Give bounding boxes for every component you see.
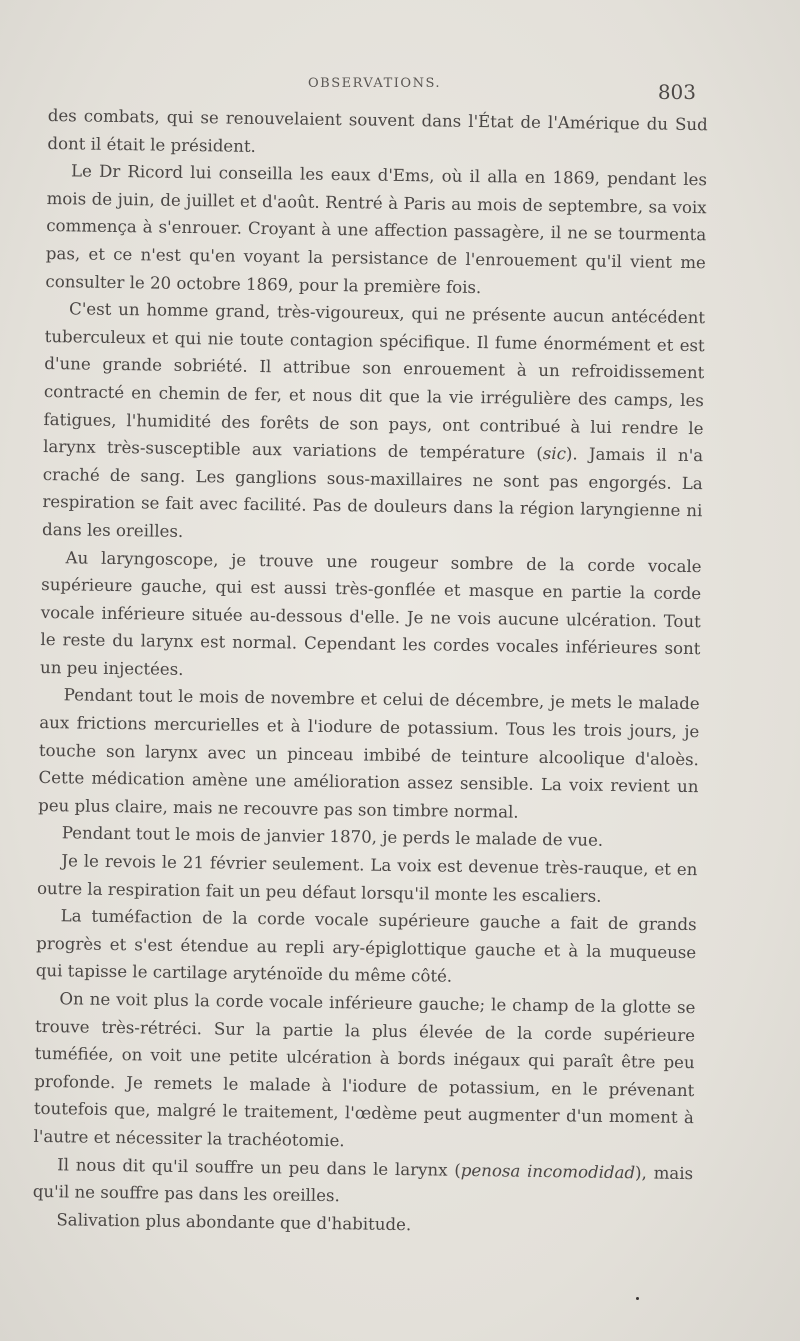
paragraph-tumefaction: La tuméfaction de la corde vocale supérieure gauche a fait de grands progrès et s'est étendue au repli ary-épiglottique gauche et à la muqueuse qui tapisse le cartilage aryténoïde du même côté.	[35, 906, 697, 987]
book-page	[32, 70, 708, 1310]
paragraph-january: Pendant tout le mois de janvier 1870, je perds le malade de vue.	[61, 823, 604, 851]
paragraph-salivation: Salivation plus abondante que d'habitude.	[56, 1209, 412, 1234]
paragraph-continuation: des combats, qui se renouvelaient souvent dans l'État de l'Amérique du Sud dont il était le président.	[47, 105, 708, 156]
text-segment: ). Jamais il n'a craché de sang. Les ganglions sous-maxillaires ne sont pas engorgés. La respiration se fait avec facilité. Pas de douleurs dans la région laryngienne ni dans les oreilles.	[41, 444, 704, 541]
paper-speck	[636, 1297, 639, 1300]
running-title: OBSERVATIONS.	[308, 76, 442, 91]
paragraph-laryngoscope: Au laryngoscope, je trouve une rougeur sombre de la corde vocale supérieure gauche, qui est aussi très-gonflée et masque en partie la corde vocale inférieure située au-dessous d'elle. Je ne vois aucune ulcération. Tout le reste du larynx est normal. Cependant les cordes vocales inférieures sont un peu injectées.	[39, 547, 702, 679]
paragraph-glottis: On ne voit plus la corde vocale inférieure gauche; le champ de la glotte se trouve très-rétréci. Sur la partie la plus élevée de la corde supérieure tuméfiée, on voit une petite ulcération à bords inégaux qui paraît être peu profonde. Je remets le malade à l'iodure de potassium, en le prévenant toutefois que, malgré le traitement, l'œdème peut augmenter d'un moment à l'autre et nécessiter la trachéotomie.	[33, 989, 696, 1151]
text-segment: C'est un homme grand, très-vigoureux, qui ne présente aucun antécédent tuberculeux et qui nie toute contagion spécifique. Il fume énormément et est d'une grande sobriété. Il attribue son enrouement à un refroidissement contracté en chemin de fer, et nous dit que la vie irrégulière des camps, les fatigues, l'humidité des forêts de son pays, ont contribué à lui rendre le larynx très-susceptible aux variations de température (	[43, 299, 706, 464]
italic-sic: sic	[542, 444, 567, 464]
text-segment: ), mais qu'il ne souffre pas dans les oreilles.	[32, 1162, 694, 1206]
page-number: 803	[657, 80, 696, 104]
running-header	[48, 70, 708, 104]
italic-spanish-phrase: penosa incomodidad	[460, 1160, 636, 1182]
paragraph-larynx-pain	[33, 1150, 694, 1214]
paragraph-treatment: Pendant tout le mois de novembre et celui de décembre, je mets le malade aux frictions mercurielles et à l'iodure de potassium. Tous les trois jours, je touche son larynx avec un pinceau imbibé de teinture alcoolique d'aloès. Cette médication amène une amélioration assez sensible. La voix revient un peu plus claire, mais ne recouvre pas son timbre normal.	[38, 685, 700, 822]
paragraph-ricord-advice: Le Dr Ricord lui conseilla les eaux d'Ems, où il alla en 1869, pendant les mois de juin, de juillet et d'août. Rentré à Paris au mois de septembre, sa voix commença à s'enrouer. Croyant à une affection passagère, il ne se tourmenta pas, et ce n'est qu'en voyant la persistance de l'enrouement qu'il vient me consulter le 20 octobre 1869, pour la première fois.	[45, 161, 708, 297]
paragraph-february: Je le revois le 21 février seulement. La voix est devenue très-rauque, et en outre la respiration fait un peu défaut lorsqu'il monte les escaliers.	[36, 851, 698, 906]
text-segment: Il nous dit qu'il souffre un peu dans le larynx (	[57, 1154, 461, 1180]
paragraph-patient-description	[42, 295, 705, 553]
body-text	[32, 102, 708, 1242]
